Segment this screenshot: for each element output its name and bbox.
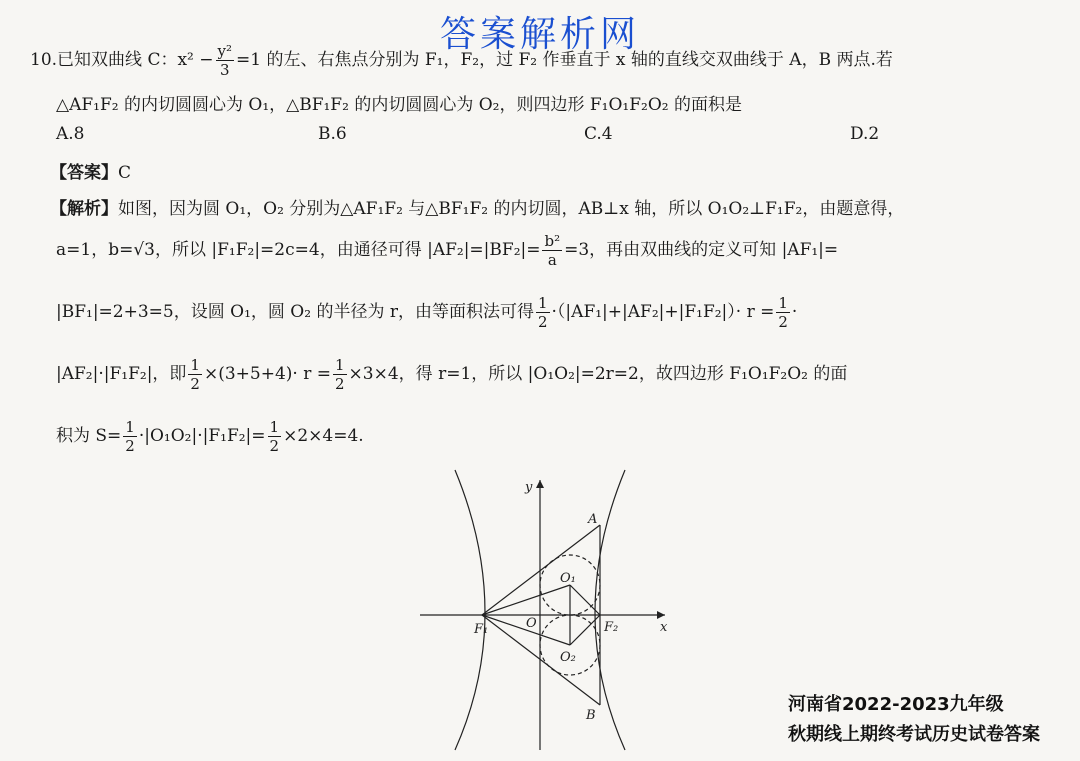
analysis-line-5-c: ×2×4=4. — [283, 426, 364, 446]
analysis-line-1 — [50, 194, 904, 219]
fraction-numerator: 1 — [125, 418, 135, 436]
analysis-line-2 — [56, 232, 838, 269]
footer-line-1: 河南省2022-2023九年级 — [788, 694, 1004, 715]
analysis-line-3 — [56, 294, 797, 331]
fraction-numerator: 1 — [335, 356, 345, 374]
option-d: D.2 — [850, 124, 880, 144]
analysis-line-4-c: ×3×4，得 r=1，所以 |O₁O₂|=2r=2，故四边形 F₁O₁F₂O₂ 的面 — [348, 364, 848, 384]
hyperbola-diagram — [420, 465, 680, 755]
y-axis-arrow — [536, 480, 544, 488]
question-fraction — [216, 42, 235, 79]
fraction-numerator: 1 — [778, 294, 788, 312]
option-a: A.8 — [56, 124, 85, 144]
analysis-line-3-c: · — [791, 302, 798, 322]
fraction-b2-over-a — [542, 232, 562, 269]
fraction-denominator: 2 — [190, 375, 200, 393]
label-a: A — [588, 512, 598, 527]
fraction-half — [333, 356, 347, 393]
fraction-denominator: 3 — [219, 61, 230, 79]
fraction-denominator: 2 — [269, 437, 280, 455]
fraction-half — [123, 418, 137, 455]
fraction-numerator: b² — [544, 232, 561, 250]
analysis-line-4 — [56, 356, 847, 393]
fraction-numerator: 1 — [190, 356, 200, 374]
fraction-numerator: 1 — [537, 294, 548, 312]
answer-value: C — [118, 163, 132, 183]
segment-f1-o1 — [482, 585, 570, 615]
label-o2: O₂ — [560, 650, 576, 665]
analysis-line-2-a: a=1，b=√3，所以 |F₁F₂|=2c=4，由通径可得 |AF₂|=|BF₂|= — [56, 240, 541, 260]
label-f1: F₁ — [474, 622, 489, 637]
analysis-line-5-a: 积为 S= — [56, 426, 122, 446]
analysis-label: 【解析】 — [50, 199, 118, 219]
question-line-1 — [30, 42, 893, 79]
footer-line-2: 秋期线上期终考试历史试卷答案 — [788, 724, 1040, 745]
option-b: B.6 — [318, 124, 347, 144]
label-o: O — [526, 616, 537, 631]
fraction-denominator: a — [547, 251, 557, 269]
question-line-1-suffix: =1 的左、右焦点分别为 F₁，F₂，过 F₂ 作垂直于 x 轴的直线交双曲线于 A，B 两点.若 — [236, 50, 893, 70]
segment-f1-b — [482, 615, 600, 705]
option-c: C.4 — [584, 124, 613, 144]
fraction-half — [536, 294, 550, 331]
analysis-line-3-b: ·（|AF₁|+|AF₂|+|F₁F₂|）· r = — [551, 302, 775, 322]
label-y: y — [525, 480, 533, 495]
question-line-2: △AF₁F₂ 的内切圆圆心为 O₁，△BF₁F₂ 的内切圆圆心为 O₂，则四边形 F₁O₁F₂O₂ 的面积是 — [56, 95, 743, 115]
label-f2: F₂ — [604, 620, 619, 635]
label-o1: O₁ — [560, 571, 576, 586]
fraction-numerator: y² — [217, 42, 232, 60]
label-b: B — [586, 708, 596, 723]
x-axis-arrow — [657, 611, 665, 619]
analysis-line-3-a: |BF₁|=2+3=5，设圆 O₁，圆 O₂ 的半径为 r，由等面积法可得 — [56, 302, 534, 322]
analysis-line-5-b: ·|O₁O₂|·|F₁F₂|= — [138, 426, 266, 446]
fraction-half — [268, 418, 282, 455]
fraction-denominator: 2 — [125, 437, 135, 455]
hyperbola-left-branch — [455, 470, 485, 750]
fraction-denominator: 2 — [335, 375, 345, 393]
label-x: x — [660, 620, 668, 635]
analysis-line-5 — [56, 418, 364, 455]
fraction-half — [188, 356, 202, 393]
fraction-denominator: 2 — [537, 313, 548, 331]
fraction-denominator: 2 — [778, 313, 788, 331]
analysis-line-4-b: ×(3+5+4)· r = — [203, 364, 331, 384]
analysis-line-1-text: 如图，因为圆 O₁，O₂ 分别为△AF₁F₂ 与△BF₁F₂ 的内切圆，AB⊥x 轴，所以 O₁O₂⊥F₁F₂，由题意得， — [118, 199, 905, 219]
answer-label: 【答案】 — [50, 163, 118, 183]
fraction-numerator: 1 — [269, 418, 280, 436]
watermark-title: 答案解析网 — [440, 14, 641, 55]
segment-f1-a — [482, 525, 600, 615]
analysis-line-2-b: =3，再由双曲线的定义可知 |AF₁|= — [564, 240, 839, 260]
question-line-1-prefix: 10.已知双曲线 C：x² − — [30, 50, 214, 70]
answer-line — [50, 158, 131, 183]
analysis-line-4-a: |AF₂|·|F₁F₂|，即 — [56, 364, 187, 384]
fraction-half — [776, 294, 790, 331]
